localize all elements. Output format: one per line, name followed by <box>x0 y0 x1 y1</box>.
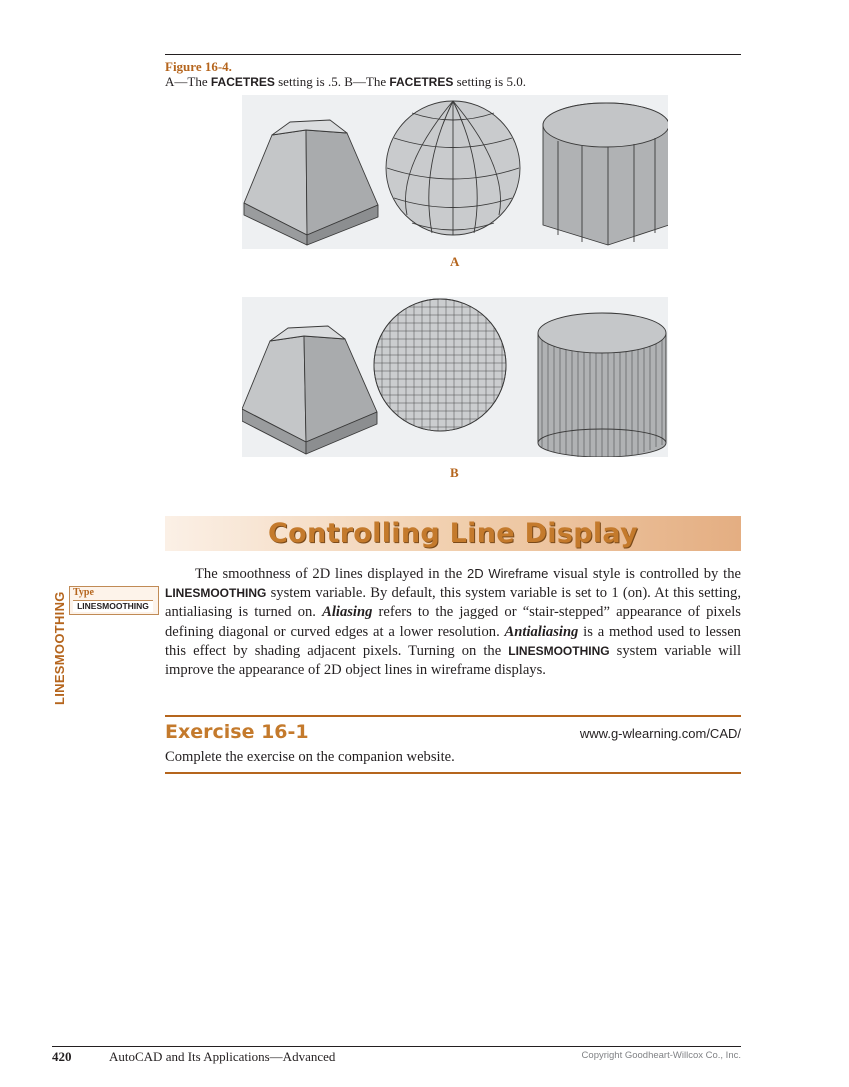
top-rule <box>165 54 741 55</box>
panel-b-label: B <box>450 465 459 480</box>
sidebar-vertical-label: LINESMOOTHING <box>52 591 67 705</box>
copyright: Copyright Goodheart-Willcox Co., Inc. <box>581 1050 741 1061</box>
facetres-high-render <box>242 297 668 457</box>
type-command: LINESMOOTHING <box>73 600 153 612</box>
body-paragraph: The smoothness of 2D lines displayed in the 2D Wireframe visual style is controlled by the LINESMOOTHING system variable. By default, this system variable is set to 1 (on). At this setting, antialiasing is turned on. Aliasing refers to the jagged or “stair-stepped” appearance of pixels defining diagonal or curved edges at a lower resolution. Antialiasing is a method used to lessen this effect by shading adjacent pixels. Turning on the LINESMOOTHING system variable will improve the appearance of 2D object lines in wireframe displays. <box>165 566 742 679</box>
panel-a-label: A <box>450 254 460 269</box>
page-number: 420 <box>52 1049 72 1064</box>
facetres-low-render <box>242 95 668 249</box>
footer-rule <box>52 1046 741 1047</box>
section-heading: Controlling Line Display <box>268 518 638 549</box>
exercise-rule-top <box>165 715 741 717</box>
figure-panel-b <box>242 297 668 457</box>
type-label: Type <box>73 587 94 598</box>
figure-label: Figure 16-4. <box>165 59 232 74</box>
exercise-rule-bottom <box>165 772 741 774</box>
figure-caption: A—The FACETRES setting is .5. B—The FACETRES setting is 5.0. <box>165 74 526 89</box>
exercise-url[interactable]: www.g-wlearning.com/CAD/ <box>579 726 741 741</box>
figure-panel-a <box>242 95 668 249</box>
exercise-text: Complete the exercise on the companion website. <box>165 749 455 765</box>
book-title: AutoCAD and Its Applications—Advanced <box>109 1049 336 1064</box>
exercise-title: Exercise 16-1 <box>165 721 309 743</box>
